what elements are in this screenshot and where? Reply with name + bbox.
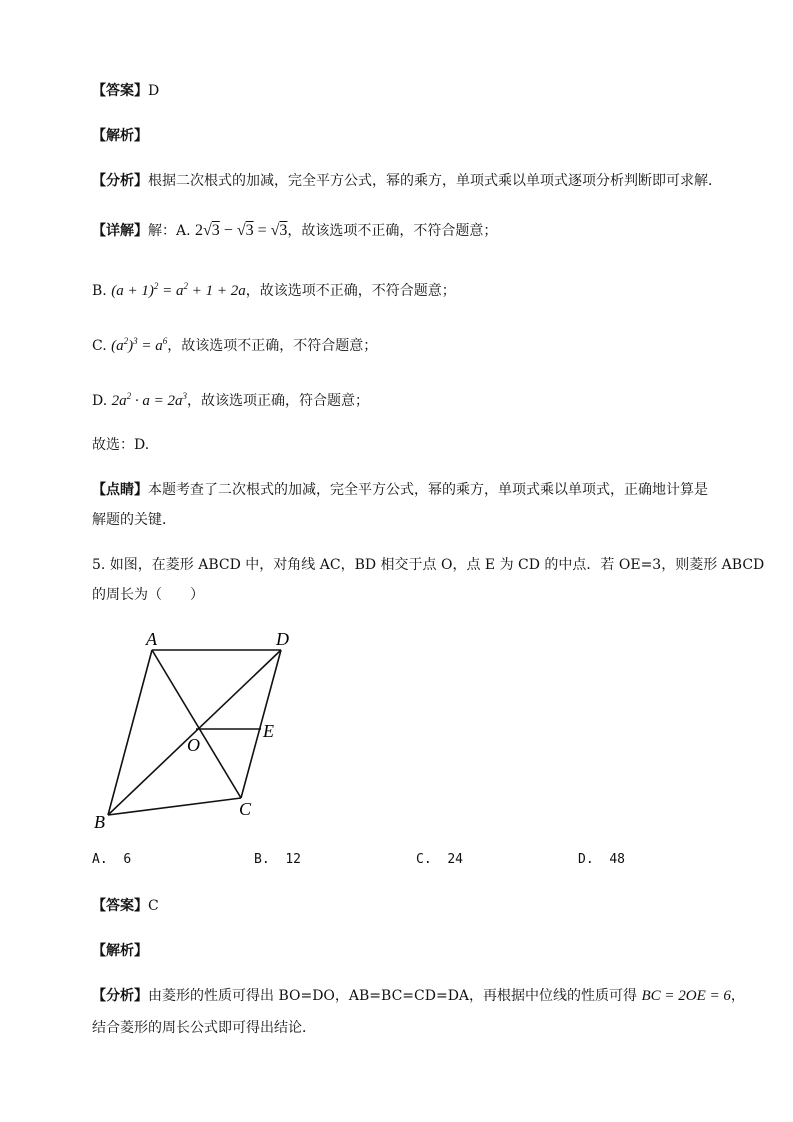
q4-detail-prefix: 解：A. (148, 223, 191, 239)
diagonal-ac (152, 650, 241, 798)
side-ba (108, 650, 152, 815)
q4-line-b (92, 276, 456, 301)
option-b-value: 12 (285, 852, 301, 867)
q5-fenxi-math: BC = 2OE = 6 (641, 988, 731, 1004)
q4-formula-b: $(a + 1)^2 = a^2 + 1 + 2a$ (111, 281, 246, 299)
q4-line-d (92, 386, 369, 411)
label-o: O (187, 735, 200, 755)
q4-detail-label: 【详解】 (92, 223, 148, 239)
q4-fenxi-label: 【分析】 (92, 173, 148, 189)
label-e: E (263, 721, 274, 741)
q4-b-prefix: B. (92, 283, 107, 299)
q5-fenxi-line-1 (92, 986, 745, 1006)
side-cb (108, 798, 241, 815)
q5-analysis-label: 【解析】 (92, 943, 148, 959)
option-a-label: A. (92, 852, 108, 867)
option-d-value: 48 (609, 852, 625, 867)
q4-analysis-label: 【解析】 (92, 128, 148, 144)
q4-fenxi-line (92, 171, 722, 191)
label-b: B (94, 812, 105, 832)
q4-fenxi-text: 根据二次根式的加减，完全平方公式，幂的乘方，单项式乘以单项式逐项分析判断即可求解． (148, 173, 722, 189)
q4-comment-text-1: 本题考查了二次根式的加减，完全平方公式，幂的乘方，单项式乘以单项式，正确地计算是 (148, 482, 708, 498)
q5-answer-value: C (148, 898, 159, 914)
q4-detail-line-a (92, 221, 497, 241)
q4-formula-a: 2√3 − √3 = √3 (195, 222, 288, 239)
option-c (416, 852, 463, 867)
option-a (92, 852, 131, 867)
q4-d-prefix: D. (92, 393, 108, 409)
side-dc (241, 650, 281, 798)
q4-answer-value: D (148, 83, 160, 99)
q5-fenxi-label: 【分析】 (92, 988, 148, 1004)
q4-a-suffix: ，故该选项不正确，不符合题意； (287, 223, 498, 239)
option-a-value: 6 (123, 852, 132, 867)
q4-c-suffix: ，故该选项不正确，不符合题意； (167, 338, 378, 354)
diagonal-bd (108, 650, 281, 815)
q4-d-suffix: ，故该选项正确，符合题意； (187, 393, 370, 409)
option-d-label: D. (578, 852, 594, 867)
q4-formula-c: $(a^2)^3 = a^6$ (111, 336, 168, 354)
option-c-label: C. (416, 852, 432, 867)
q5-stem-line-1: 5. 如图，在菱形 ABCD 中，对角线 AC，BD 相交于点 O，点 E 为 CD 的中点．若 OE=3，则菱形 ABCD (92, 557, 765, 573)
q5-fenxi-text-1: 由菱形的性质可得出 BO=DO，AB=BC=CD=DA，再根据中位线的性质可得 (148, 988, 638, 1004)
q5-stem-line-2: 的周长为（ ） (92, 587, 204, 603)
label-d: D (276, 629, 289, 649)
option-b (254, 852, 301, 867)
q4-b-suffix: ，故该选项不正确，不符合题意； (245, 283, 456, 299)
q5-answer-label: 【答案】 (92, 898, 148, 914)
rhombus-figure (90, 625, 310, 840)
q4-comment-label: 【点睛】 (92, 482, 148, 498)
option-c-value: 24 (447, 852, 463, 867)
q5-answer-line (92, 896, 159, 916)
label-a: A (146, 629, 157, 649)
q4-answer-label: 【答案】 (92, 83, 148, 99)
option-b-label: B. (254, 852, 270, 867)
q4-c-prefix: C. (92, 338, 107, 354)
q4-comment-line-1 (92, 480, 708, 500)
q4-conclusion: 故选：D. (92, 437, 150, 453)
q4-answer-line (92, 81, 159, 101)
q4-comment-line-2: 解题的关键． (92, 512, 176, 528)
q5-fenxi-text-1-end: ， (730, 988, 745, 1004)
q4-line-c (92, 331, 377, 356)
label-c: C (239, 799, 252, 819)
option-d (578, 852, 625, 867)
q4-formula-d: $2a^2 \cdot a = 2a^3$ (111, 391, 188, 409)
q5-fenxi-line-2: 结合菱形的周长公式即可得出结论． (92, 1020, 316, 1036)
